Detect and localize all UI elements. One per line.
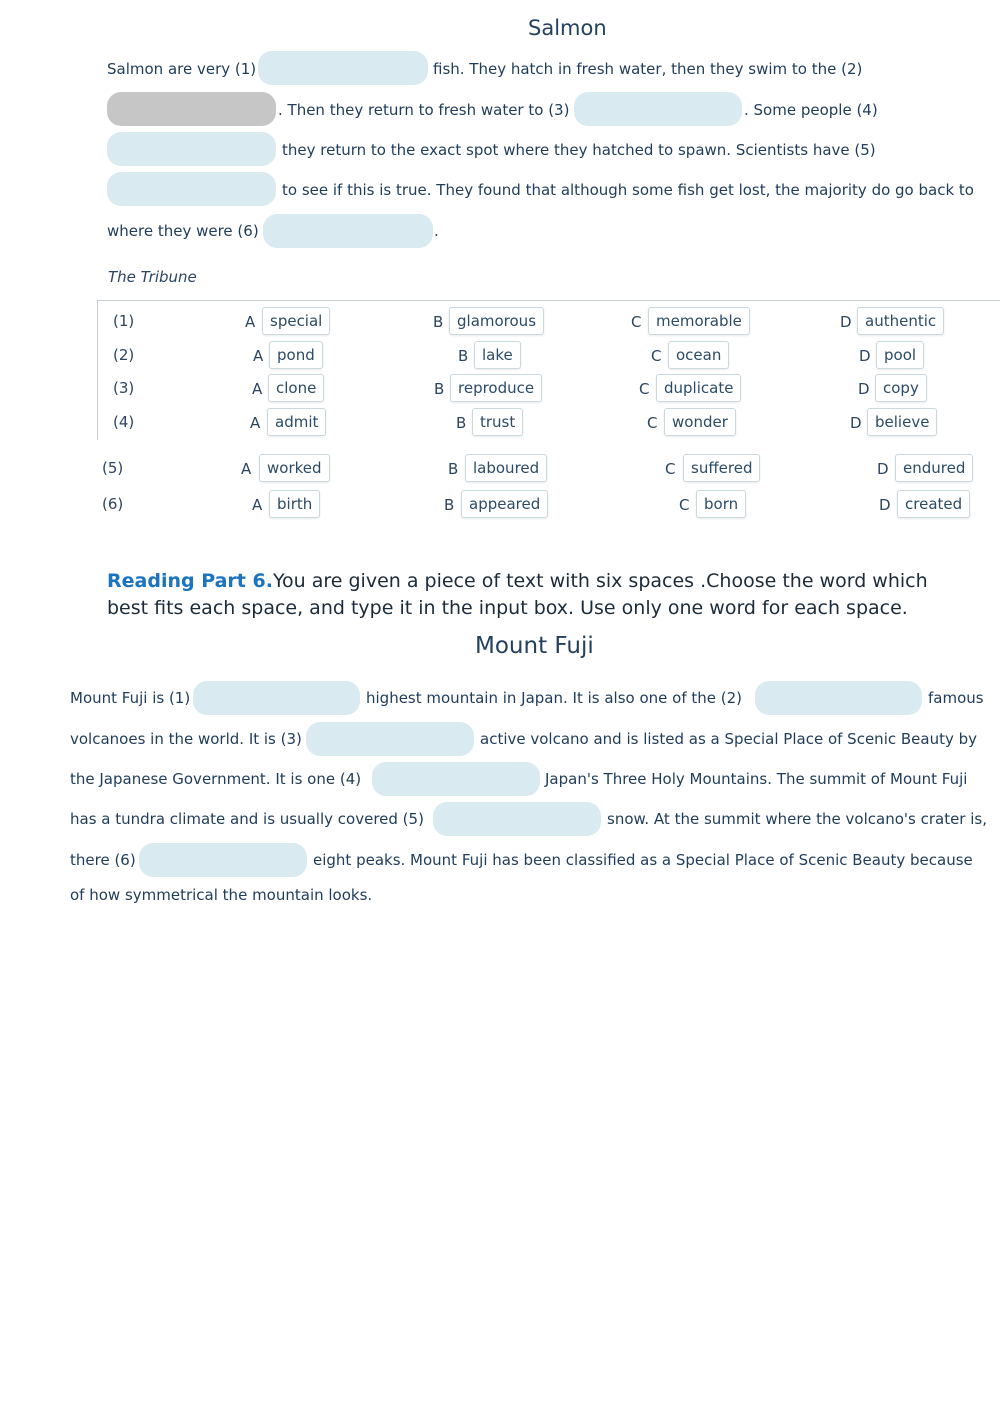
fuji-input-1[interactable]: [193, 681, 360, 715]
options-table-left-border: [97, 300, 98, 440]
option-letter: C: [665, 460, 676, 478]
option-letter: A: [252, 380, 263, 398]
salmon-text-line5b: .: [434, 222, 439, 240]
options-table-top-border: [97, 300, 1000, 301]
salmon-drop-zone-5[interactable]: [107, 172, 276, 206]
option-letter: B: [444, 496, 455, 514]
fuji-text-line3a: the Japanese Government. It is one (4): [70, 770, 362, 788]
option-letter: C: [651, 347, 662, 365]
option-letter: B: [434, 380, 445, 398]
salmon-text-line2a: . Then they return to fresh water to (3): [278, 101, 570, 119]
fuji-input-3[interactable]: [306, 722, 474, 756]
option-letter: A: [245, 313, 256, 331]
option-word-tile[interactable]: reproduce: [450, 374, 542, 402]
salmon-text-line3: they return to the exact spot where they hatched to spawn. Scientists have (5): [282, 141, 876, 159]
fuji-input-2[interactable]: [755, 681, 922, 715]
fuji-input-5[interactable]: [433, 802, 601, 836]
option-word-tile[interactable]: pool: [876, 341, 924, 369]
option-letter: D: [850, 414, 862, 432]
option-letter: B: [448, 460, 459, 478]
option-letter: B: [456, 414, 467, 432]
option-word-tile[interactable]: authentic: [857, 307, 944, 335]
option-word-tile[interactable]: glamorous: [449, 307, 544, 335]
question-number: (4): [113, 413, 135, 431]
salmon-drop-zone-4[interactable]: [107, 132, 276, 166]
part6-heading: Reading Part 6.: [107, 570, 273, 592]
option-letter: D: [859, 347, 871, 365]
option-word-tile[interactable]: pond: [269, 341, 323, 369]
option-letter: A: [250, 414, 261, 432]
option-letter: A: [241, 460, 252, 478]
fuji-text-line4b: snow. At the summit where the volcano's crater is,: [607, 810, 987, 828]
fuji-text-line6: of how symmetrical the mountain looks.: [70, 886, 373, 904]
question-number: (3): [113, 379, 135, 397]
option-word-tile[interactable]: wonder: [664, 408, 736, 436]
option-word-tile[interactable]: ocean: [668, 341, 729, 369]
option-word-tile[interactable]: believe: [867, 408, 937, 436]
option-word-tile[interactable]: endured: [895, 454, 973, 482]
fuji-input-6[interactable]: [139, 843, 307, 877]
option-word-tile[interactable]: clone: [268, 374, 324, 402]
salmon-drop-zone-6[interactable]: [263, 214, 433, 248]
fuji-text-line2b: active volcano and is listed as a Special Place of Scenic Beauty by: [480, 730, 978, 748]
option-letter: D: [879, 496, 891, 514]
option-word-tile[interactable]: birth: [269, 490, 320, 518]
option-word-tile[interactable]: worked: [259, 454, 330, 482]
fuji-input-4[interactable]: [372, 762, 540, 796]
option-word-tile[interactable]: memorable: [648, 307, 750, 335]
option-word-tile[interactable]: duplicate: [656, 374, 741, 402]
question-number: (2): [113, 346, 135, 364]
option-word-tile[interactable]: laboured: [465, 454, 547, 482]
fuji-text-line1c: famous: [928, 689, 984, 707]
question-number: (6): [102, 495, 124, 513]
option-letter: C: [631, 313, 642, 331]
fuji-text-line2a: volcanoes in the world. It is (3): [70, 730, 302, 748]
option-word-tile[interactable]: copy: [875, 374, 927, 402]
source-credit: The Tribune: [108, 268, 197, 286]
fuji-text-line1a: Mount Fuji is (1): [70, 689, 191, 707]
part6-instruction-line2: best fits each space, and type it in the input box. Use only one word for each space.: [107, 597, 908, 619]
fuji-text-line3b: Japan's Three Holy Mountains. The summit of Mount Fuji: [545, 770, 968, 788]
option-word-tile[interactable]: born: [696, 490, 746, 518]
option-letter: A: [253, 347, 264, 365]
fuji-text-line5a: there (6): [70, 851, 136, 869]
option-word-tile[interactable]: created: [897, 490, 970, 518]
option-word-tile[interactable]: lake: [474, 341, 521, 369]
option-word-tile[interactable]: suffered: [683, 454, 760, 482]
option-letter: D: [840, 313, 852, 331]
salmon-text-line1b: fish. They hatch in fresh water, then they swim to the (2): [433, 60, 863, 78]
option-letter: C: [647, 414, 658, 432]
option-letter: C: [679, 496, 690, 514]
option-word-tile[interactable]: special: [262, 307, 330, 335]
salmon-drop-zone-3[interactable]: [574, 92, 742, 126]
option-word-tile[interactable]: admit: [267, 408, 326, 436]
fuji-text-line4a: has a tundra climate and is usually covered (5): [70, 810, 424, 828]
option-letter: B: [458, 347, 469, 365]
salmon-text-line2b: . Some people (4): [744, 101, 878, 119]
salmon-drop-zone-1[interactable]: [258, 51, 428, 85]
question-number: (5): [102, 459, 124, 477]
salmon-text-line1a: Salmon are very (1): [107, 60, 257, 78]
option-letter: D: [877, 460, 889, 478]
fuji-text-line5b: eight peaks. Mount Fuji has been classified as a Special Place of Scenic Beauty because: [313, 851, 973, 869]
salmon-title: Salmon: [528, 16, 607, 40]
option-letter: A: [252, 496, 263, 514]
fuji-title: Mount Fuji: [475, 633, 594, 659]
salmon-text-line4: to see if this is true. They found that although some fish get lost, the majority do go back to: [282, 181, 974, 199]
option-word-tile[interactable]: appeared: [461, 490, 548, 518]
part6-instruction-line1: Reading Part 6.You are given a piece of text with six spaces .Choose the word which: [107, 570, 928, 592]
option-letter: B: [433, 313, 444, 331]
option-word-tile[interactable]: trust: [472, 408, 523, 436]
question-number: (1): [113, 312, 135, 330]
fuji-text-line1b: highest mountain in Japan. It is also one of the (2): [366, 689, 743, 707]
option-letter: C: [639, 380, 650, 398]
salmon-drop-zone-2[interactable]: [107, 92, 276, 126]
salmon-text-line5a: where they were (6): [107, 222, 259, 240]
option-letter: D: [858, 380, 870, 398]
